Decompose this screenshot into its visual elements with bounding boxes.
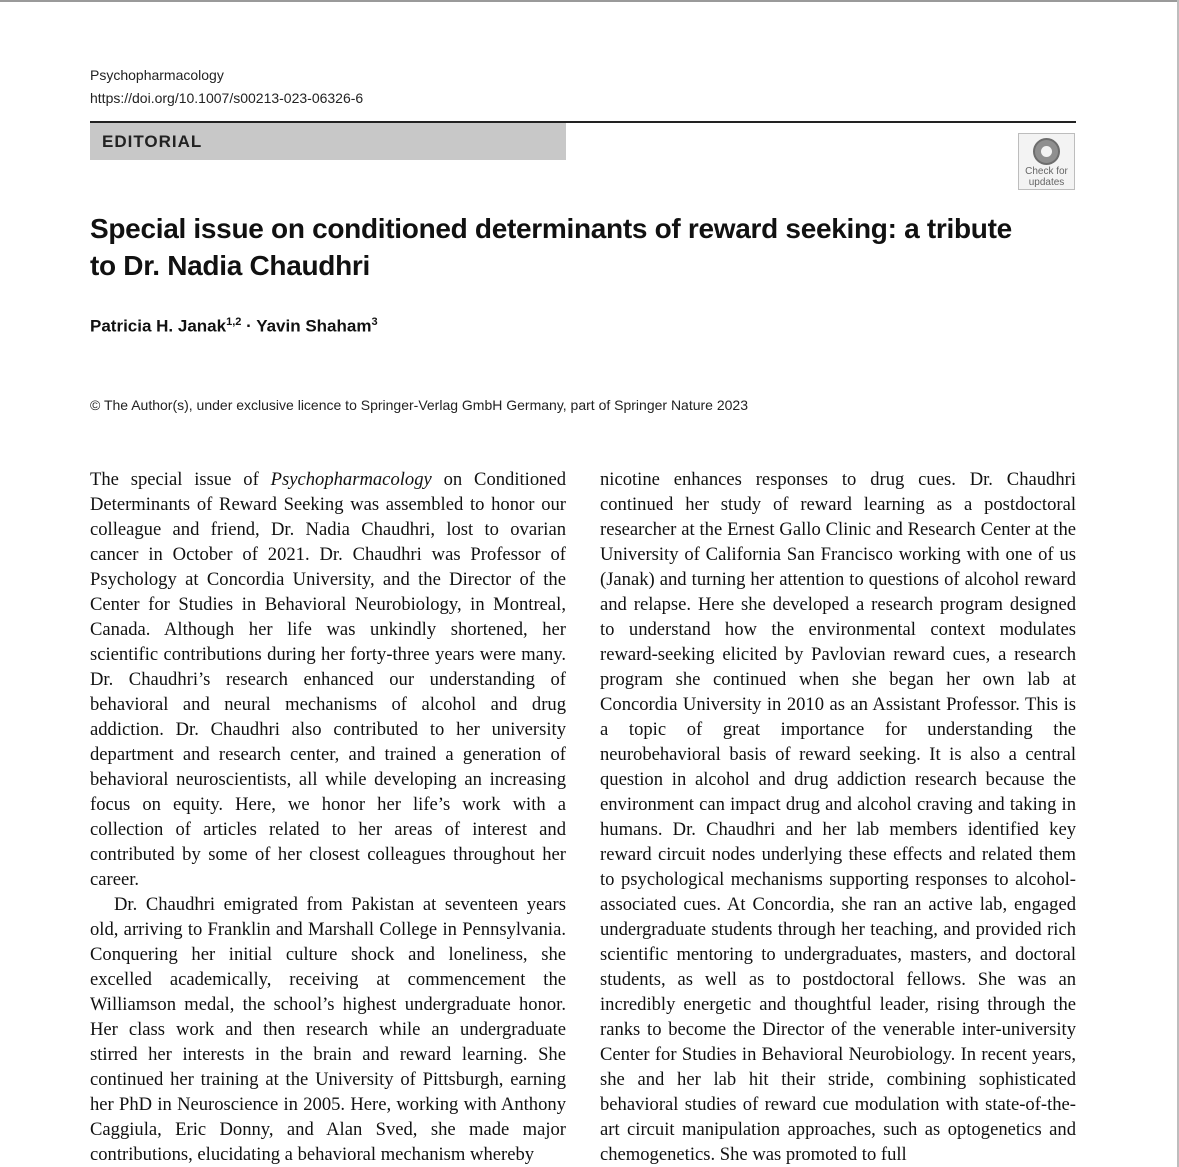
badge-label-line2: updates — [1028, 177, 1065, 188]
author-list — [90, 316, 378, 337]
body-text: The special issue of — [90, 469, 271, 490]
body-paragraph: nicotine enhances responses to drug cues. Dr. Chaudhri continued her study of reward learning as a postdoctoral researcher at the Ernest Gallo Clinic and Research Center at the University of California San Francisco working with one of us (Janak) and turning her attention to questions of alcohol reward and relapse. Here she developed a research program designed to understand how the environmental context modulates reward-seeking elicited by Pavlovian reward cues, a research program she continued when she began her own lab at Concordia University in 2010 as an Assistant Professor. This is a topic of great importance for understanding the neurobehavioral basis of reward seeking. It is also a central question in alcohol and drug addiction research because the environment can impact drug and alcohol craving and taking in humans. Dr. Chaudhri and her lab members identified key reward circuit nodes underlying these effects and related them to psychological mechanisms supporting responses to alcohol-associated cues. At Concordia, she ran an active lab, engaged undergraduate students through her teaching, and provided rich scientific mentoring to undergraduates, masters, and doctoral students, as well as to postdoctoral fellows. She was an incredibly energetic and thoughtful leader, rising through the ranks to become the Director of the venerable inter-university Center for Studies in Behavioral Neurobiology. In recent years, she and her lab hit their stride, combining sophisticated behavioral studies of reward cue modulation with state-of-the-art circuit manipulation approaches, such as optogenetics and chemogenetics. She was promoted to full — [600, 469, 1076, 1165]
author-janak[interactable]: Patricia H. Janak — [90, 316, 227, 336]
author-janak-affiliation: 1,2 — [226, 316, 242, 328]
body-column-right — [600, 467, 1076, 1167]
top-border — [0, 0, 1179, 2]
copyright-notice: © The Author(s), under exclusive licence to Springer-Verlag GmbH Germany, part of Springer Nature 2023 — [90, 397, 748, 413]
body-column-left — [90, 467, 566, 1167]
author-shaham[interactable]: Yavin Shaham — [256, 316, 372, 336]
author-separator: · — [241, 316, 257, 336]
body-paragraph — [90, 467, 566, 892]
section-banner — [90, 123, 566, 160]
author-shaham-affiliation: 3 — [371, 316, 378, 328]
update-check-icon — [1033, 138, 1060, 165]
badge-label — [1019, 166, 1074, 188]
article-title: Special issue on conditioned determinants of reward seeking: a tribute to Dr. Nadia Chaudhri — [90, 213, 1012, 281]
journal-name: Psychopharmacology — [90, 67, 224, 83]
section-label: EDITORIAL — [102, 132, 203, 151]
doi-link[interactable]: https://doi.org/10.1007/s00213-023-06326-6 — [90, 90, 364, 106]
badge-label-line1: Check for — [1025, 166, 1068, 177]
body-text: on Conditioned Determinants of Reward Seeking was assembled to honor our colleague and friend, Dr. Nadia Chaudhri, lost to ovarian cancer in October of 2021. Dr. Chaudhri was Professor of Psychology at Concordia University, and the Director of the Center for Studies in Behavioral Neurobiology, in Montreal, Canada. Although her life was unkindly shortened, her scientific contributions during her forty-three years were many. Dr. Chaudhri’s research enhanced our understanding of behavioral and neural mechanisms of alcohol and drug addiction. Dr. Chaudhri also contributed to her university department and research center, and trained a generation of behavioral neuroscientists, all while developing an increasing focus on equity. Here, we honor her life’s work with a collection of articles related to her areas of interest and contributed by some of her closest colleagues throughout her career. — [90, 469, 566, 890]
check-for-updates-button[interactable] — [1018, 133, 1075, 190]
body-paragraph: Dr. Chaudhri emigrated from Pakistan at seventeen years old, arriving to Franklin and Marshall College in Pennsylvania. Conquering her initial culture shock and loneliness, she excelled academically, receiving at commencement the Williamson medal, the school’s highest undergraduate honor. Her class work and then research while an undergraduate stirred her interests in the brain and reward learning. She continued her training at the University of Pittsburgh, earning her PhD in Neuroscience in 2005. Here, working with Anthony Caggiula, Eric Donny, and Alan Sved, she made major contributions, elucidating a behavioral mechanism whereby — [90, 894, 566, 1165]
journal-italic: Psychopharmacology — [270, 469, 432, 490]
